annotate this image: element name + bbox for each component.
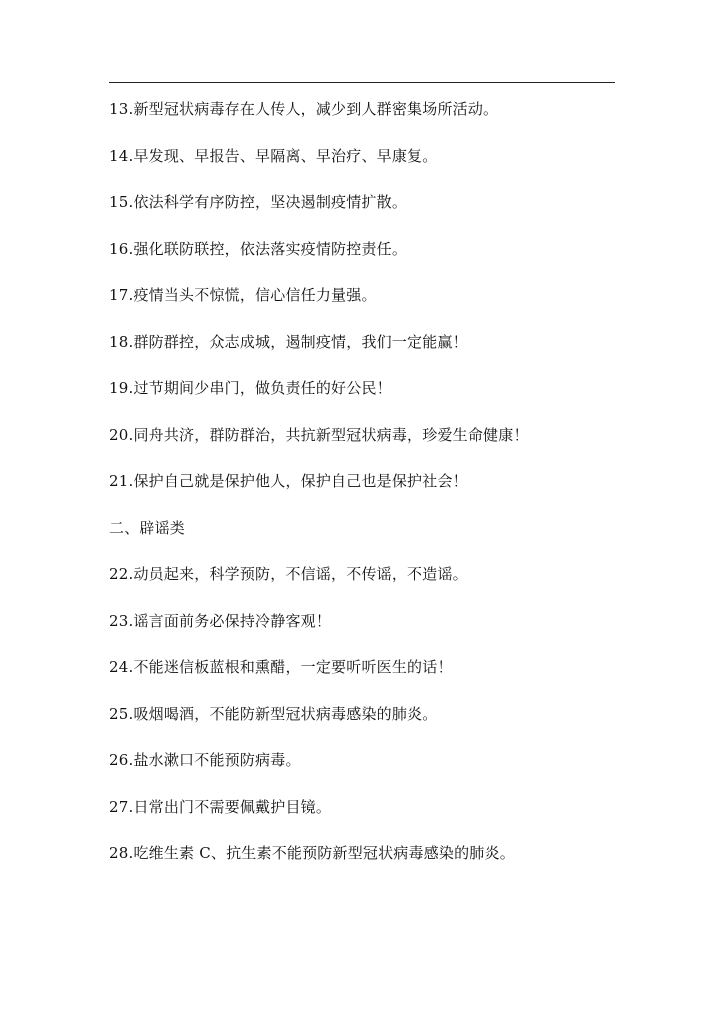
list-item: 27.日常出门不需要佩戴护目镜。 (109, 797, 332, 816)
list-item: 16.强化联防联控，依法落实疫情防控责任。 (109, 239, 408, 258)
list-item: 15.依法科学有序防控，坚决遏制疫情扩散。 (109, 193, 408, 211)
section-heading: 二、辟谣类 (109, 518, 186, 537)
list-item: 24.不能迷信板蓝根和熏醋，一定要听听医生的话！ (109, 658, 453, 676)
list-item: 13.新型冠状病毒存在人传人，减少到人群密集场所活动。 (109, 100, 499, 118)
list-item: 21.保护自己就是保护他人，保护自己也是保护社会！ (109, 472, 468, 490)
list-item: 20.同舟共济，群防群治，共抗新型冠状病毒，珍爱生命健康！ (109, 425, 529, 444)
list-item: 26.盐水漱口不能预防病毒。 (109, 751, 301, 769)
list-item: 14.早发现、早报告、早隔离、早治疗、早康复。 (109, 146, 438, 165)
list-item: 25.吸烟喝酒，不能防新型冠状病毒感染的肺炎。 (109, 704, 438, 723)
list-item: 18.群防群控，众志成城，遏制疫情，我们一定能赢！ (109, 332, 468, 351)
list-item: 17.疫情当头不惊慌，信心信任力量强。 (109, 286, 377, 304)
list-item: 22.动员起来，科学预防，不信谣，不传谣，不造谣。 (109, 565, 468, 583)
header-rule (109, 82, 615, 83)
list-item: 28.吃维生素 C、抗生素不能预防新型冠状病毒感染的肺炎。 (109, 844, 515, 862)
list-item: 23.谣言面前务必保持冷静客观！ (109, 611, 332, 630)
list-item: 19.过节期间少串门，做负责任的好公民！ (109, 379, 392, 397)
document-body (109, 100, 629, 891)
